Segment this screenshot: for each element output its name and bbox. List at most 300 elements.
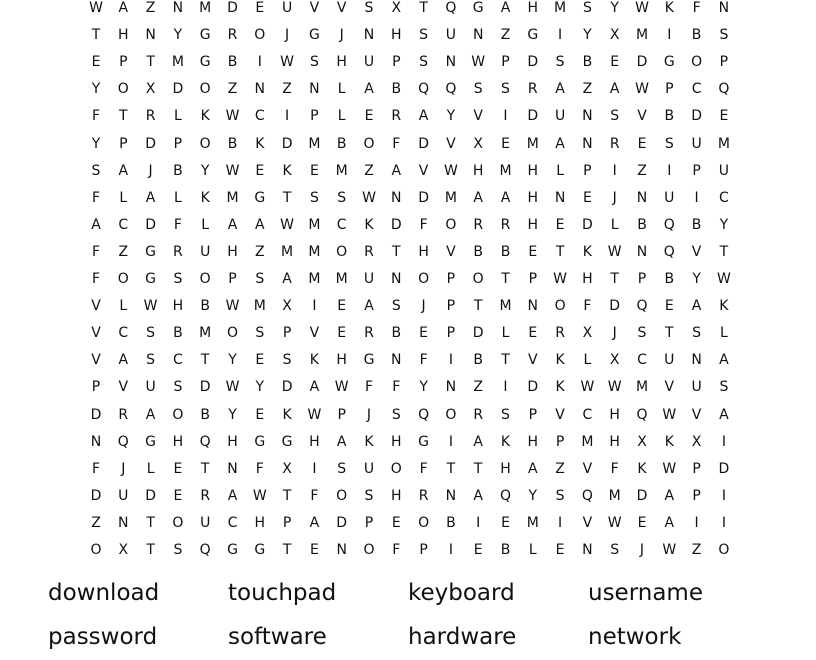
grid-letter[interactable]: H [391, 27, 402, 44]
grid-letter[interactable]: Q [418, 81, 430, 98]
grid-letter[interactable]: P [446, 271, 456, 287]
grid-letter[interactable]: U [718, 162, 730, 179]
grid-letter[interactable]: K [282, 162, 292, 179]
grid-letter[interactable]: A [473, 433, 483, 450]
grid-letter[interactable]: U [554, 108, 566, 125]
grid-letter[interactable]: N [391, 271, 402, 287]
grid-letter[interactable]: A [664, 514, 675, 531]
grid-letter[interactable]: C [254, 108, 265, 125]
grid-letter[interactable]: I [558, 514, 563, 531]
grid-letter[interactable]: B [200, 298, 210, 315]
grid-letter[interactable]: F [91, 189, 101, 206]
grid-letter[interactable]: B [691, 216, 702, 233]
grid-letter[interactable]: N [254, 81, 266, 98]
grid-letter[interactable]: D [636, 487, 648, 504]
grid-letter[interactable]: N [445, 379, 457, 396]
grid-letter[interactable]: P [446, 325, 456, 342]
grid-letter[interactable]: T [282, 542, 292, 558]
grid-letter[interactable]: R [473, 406, 484, 423]
grid-letter[interactable]: B [473, 243, 483, 260]
grid-letter[interactable]: D [636, 54, 648, 71]
grid-letter[interactable]: L [719, 325, 728, 342]
grid-letter[interactable]: O [390, 460, 402, 477]
grid-letter[interactable]: G [145, 271, 157, 287]
grid-letter[interactable]: S [255, 325, 265, 342]
grid-letter[interactable]: X [473, 135, 483, 152]
grid-letter[interactable]: Y [91, 81, 101, 98]
grid-letter[interactable]: R [500, 216, 511, 233]
grid-letter[interactable]: P [719, 54, 729, 71]
grid-letter[interactable]: A [609, 81, 620, 98]
grid-letter[interactable]: L [201, 216, 210, 233]
grid-letter[interactable]: B [446, 514, 456, 531]
grid-letter[interactable]: V [91, 325, 101, 342]
grid-letter[interactable]: Z [118, 243, 129, 260]
grid-letter[interactable]: L [556, 162, 564, 179]
grid-letter[interactable]: P [228, 271, 237, 287]
grid-letter[interactable]: Y [255, 379, 265, 396]
grid-letter[interactable]: E [637, 514, 647, 531]
grid-letter[interactable]: S [364, 487, 374, 504]
grid-letter[interactable]: S [582, 0, 592, 16]
grid-letter[interactable]: W [662, 542, 677, 558]
grid-letter[interactable]: H [500, 460, 511, 477]
grid-letter[interactable]: D [691, 108, 702, 125]
grid-letter[interactable]: S [255, 271, 265, 287]
grid-letter[interactable]: Z [255, 243, 265, 260]
grid-letter[interactable]: Q [117, 433, 129, 450]
grid-letter[interactable]: A [336, 433, 347, 450]
grid-letter[interactable]: S [337, 189, 347, 206]
grid-letter[interactable]: K [719, 298, 729, 315]
grid-letter[interactable]: O [117, 81, 129, 98]
grid-letter[interactable]: M [717, 135, 730, 152]
grid-letter[interactable]: I [558, 27, 563, 44]
grid-letter[interactable]: M [171, 54, 184, 71]
grid-letter[interactable]: A [118, 162, 129, 179]
grid-letter[interactable]: T [501, 352, 510, 369]
grid-letter[interactable]: N [718, 0, 730, 16]
grid-letter[interactable]: F [419, 216, 428, 233]
grid-letter[interactable]: U [664, 189, 675, 206]
grid-letter[interactable]: Z [282, 81, 292, 98]
grid-letter[interactable]: R [364, 325, 374, 342]
grid-letter[interactable]: A [500, 189, 511, 206]
grid-letter[interactable]: Y [419, 379, 428, 396]
grid-letter[interactable]: K [555, 379, 565, 396]
grid-letter[interactable]: R [418, 487, 429, 504]
grid-letter[interactable]: G [254, 433, 266, 450]
grid-letter[interactable]: C [719, 189, 729, 206]
grid-letter[interactable]: E [555, 216, 565, 233]
grid-letter[interactable]: X [582, 325, 593, 342]
grid-letter[interactable]: X [691, 433, 702, 450]
grid-letter[interactable]: F [91, 460, 101, 477]
grid-letter[interactable]: R [364, 243, 374, 260]
grid-letter[interactable]: I [257, 54, 262, 71]
grid-letter[interactable]: G [663, 54, 675, 71]
grid-letter[interactable]: P [528, 271, 538, 287]
grid-letter[interactable]: N [691, 352, 702, 369]
grid-letter[interactable]: K [582, 243, 592, 260]
grid-letter[interactable]: C [336, 216, 347, 233]
grid-letter[interactable]: N [145, 27, 156, 44]
grid-letter[interactable]: S [282, 352, 292, 369]
grid-letter[interactable]: T [501, 271, 510, 287]
grid-letter[interactable]: H [609, 433, 620, 450]
grid-letter[interactable]: X [637, 433, 647, 450]
grid-letter[interactable]: Y [91, 135, 101, 152]
grid-letter[interactable]: G [363, 352, 375, 369]
grid-letter[interactable]: S [173, 379, 183, 396]
grid-letter[interactable]: E [528, 325, 538, 342]
grid-letter[interactable]: S [692, 325, 702, 342]
grid-letter[interactable]: R [527, 81, 538, 98]
grid-letter[interactable]: I [448, 542, 453, 558]
grid-letter[interactable]: W [607, 243, 622, 260]
grid-letter[interactable]: Y [610, 0, 619, 16]
grid-letter[interactable]: F [310, 487, 319, 504]
grid-letter[interactable]: I [694, 189, 699, 206]
grid-letter[interactable]: E [173, 487, 183, 504]
grid-letter[interactable]: S [173, 542, 183, 558]
grid-letter[interactable]: D [472, 325, 484, 342]
grid-letter[interactable]: T [146, 542, 155, 558]
grid-letter[interactable]: N [336, 542, 347, 558]
grid-letter[interactable]: C [582, 406, 593, 423]
grid-letter[interactable]: K [500, 433, 511, 450]
grid-letter[interactable]: S [391, 406, 401, 423]
grid-letter[interactable]: M [526, 514, 539, 531]
grid-letter[interactable]: I [503, 108, 508, 125]
grid-letter[interactable]: J [612, 325, 617, 342]
grid-letter[interactable]: H [527, 189, 539, 206]
grid-letter[interactable]: J [285, 27, 290, 44]
grid-letter[interactable]: H [391, 433, 402, 450]
grid-letter[interactable]: E [555, 542, 565, 558]
grid-letter[interactable]: B [336, 135, 347, 152]
grid-letter[interactable]: T [200, 352, 210, 369]
grid-letter[interactable]: B [664, 108, 675, 125]
grid-letter[interactable]: T [473, 298, 483, 315]
grid-letter[interactable]: M [635, 379, 649, 396]
grid-letter[interactable]: Y [228, 406, 237, 423]
grid-letter[interactable]: T [610, 271, 619, 287]
grid-letter[interactable]: H [527, 216, 539, 233]
grid-letter[interactable]: V [582, 460, 593, 477]
grid-letter[interactable]: F [364, 379, 374, 396]
grid-letter[interactable]: D [145, 487, 156, 504]
grid-letter[interactable]: O [363, 135, 375, 152]
grid-letter[interactable]: D [145, 216, 156, 233]
grid-letter[interactable]: Z [582, 81, 593, 98]
grid-letter[interactable]: O [90, 542, 102, 558]
grid-letter[interactable]: H [609, 406, 620, 423]
grid-letter[interactable]: A [391, 162, 402, 179]
grid-letter[interactable]: E [255, 352, 265, 369]
grid-letter[interactable]: I [448, 433, 453, 450]
grid-letter[interactable]: H [172, 433, 184, 450]
grid-letter[interactable]: O [418, 514, 430, 531]
grid-letter[interactable]: W [553, 271, 568, 287]
grid-letter[interactable]: J [612, 189, 617, 206]
grid-letter[interactable]: C [118, 325, 129, 342]
grid-letter[interactable]: U [145, 379, 156, 396]
grid-letter[interactable]: L [337, 81, 346, 98]
grid-letter[interactable]: B [664, 271, 675, 287]
grid-letter[interactable]: X [282, 460, 292, 477]
grid-letter[interactable]: D [390, 216, 402, 233]
grid-letter[interactable]: P [282, 514, 292, 531]
grid-letter[interactable]: R [118, 406, 129, 423]
grid-letter[interactable]: B [227, 135, 238, 152]
grid-letter[interactable]: N [582, 108, 593, 125]
grid-letter[interactable]: W [635, 0, 649, 16]
grid-letter[interactable]: Z [145, 0, 156, 16]
grid-letter[interactable]: E [364, 108, 374, 125]
grid-letter[interactable]: K [200, 108, 210, 125]
grid-letter[interactable]: M [335, 271, 348, 287]
grid-letter[interactable]: S [555, 487, 565, 504]
grid-letter[interactable]: B [200, 406, 210, 423]
grid-letter[interactable]: N [636, 189, 648, 206]
grid-letter[interactable]: I [667, 27, 672, 44]
grid-letter[interactable]: P [337, 406, 346, 423]
grid-letter[interactable]: W [225, 162, 240, 179]
grid-letter[interactable]: H [336, 54, 347, 71]
grid-letter[interactable]: Q [663, 243, 675, 260]
grid-letter[interactable]: S [146, 352, 156, 369]
grid-letter[interactable]: M [308, 216, 321, 233]
grid-letter[interactable]: M [281, 243, 294, 260]
grid-letter[interactable]: W [716, 271, 731, 287]
grid-letter[interactable]: G [281, 433, 293, 450]
grid-letter[interactable]: M [608, 487, 621, 504]
grid-letter[interactable]: E [501, 135, 510, 152]
grid-letter[interactable]: X [282, 298, 292, 315]
grid-letter[interactable]: S [364, 0, 374, 16]
grid-letter[interactable]: U [281, 0, 293, 16]
grid-letter[interactable]: V [91, 352, 101, 369]
grid-letter[interactable]: S [419, 54, 429, 71]
grid-letter[interactable]: F [255, 460, 264, 477]
grid-letter[interactable]: O [172, 406, 184, 423]
grid-letter[interactable]: L [337, 108, 346, 125]
grid-letter[interactable]: F [392, 135, 401, 152]
grid-letter[interactable]: F [173, 216, 182, 233]
grid-letter[interactable]: R [473, 216, 484, 233]
grid-letter[interactable]: S [501, 406, 510, 423]
grid-letter[interactable]: M [226, 189, 239, 206]
grid-letter[interactable]: N [118, 514, 129, 531]
grid-letter[interactable]: B [582, 54, 593, 71]
grid-letter[interactable]: Y [446, 108, 456, 125]
grid-letter[interactable]: D [172, 81, 184, 98]
grid-letter[interactable]: F [610, 460, 619, 477]
grid-letter[interactable]: H [582, 271, 593, 287]
grid-letter[interactable]: D [582, 216, 593, 233]
grid-letter[interactable]: B [227, 54, 238, 71]
grid-letter[interactable]: G [145, 433, 157, 450]
grid-letter[interactable]: T [91, 27, 101, 44]
grid-letter[interactable]: C [227, 514, 238, 531]
grid-letter[interactable]: Y [692, 271, 701, 287]
grid-letter[interactable]: S [555, 54, 565, 71]
grid-letter[interactable]: O [199, 81, 211, 98]
grid-letter[interactable]: T [146, 514, 155, 531]
grid-letter[interactable]: S [391, 298, 401, 315]
grid-letter[interactable]: L [528, 542, 537, 558]
grid-letter[interactable]: A [91, 216, 101, 233]
grid-letter[interactable]: V [555, 406, 565, 423]
grid-letter[interactable]: D [418, 135, 429, 152]
grid-letter[interactable]: N [172, 0, 184, 16]
grid-letter[interactable]: N [309, 81, 320, 98]
grid-letter[interactable]: T [146, 54, 155, 71]
grid-letter[interactable]: F [91, 243, 101, 260]
grid-letter[interactable]: Z [555, 460, 565, 477]
grid-letter[interactable]: I [312, 298, 317, 315]
grid-letter[interactable]: A [555, 135, 565, 152]
grid-letter[interactable]: Q [199, 542, 211, 558]
grid-letter[interactable]: S [173, 271, 183, 287]
grid-letter[interactable]: L [146, 460, 155, 477]
grid-letter[interactable]: J [121, 460, 126, 477]
grid-letter[interactable]: E [309, 162, 319, 179]
grid-letter[interactable]: T [419, 0, 428, 16]
grid-letter[interactable]: D [527, 379, 539, 396]
grid-letter[interactable]: H [418, 243, 429, 260]
grid-letter[interactable]: B [173, 162, 183, 179]
grid-letter[interactable]: P [282, 325, 292, 342]
grid-letter[interactable]: D [336, 514, 348, 531]
grid-letter[interactable]: M [635, 27, 649, 44]
grid-letter[interactable]: E [255, 0, 265, 16]
grid-letter[interactable]: W [252, 487, 267, 504]
grid-letter[interactable]: S [719, 27, 729, 44]
grid-letter[interactable]: V [336, 0, 347, 16]
grid-letter[interactable]: E [528, 243, 538, 260]
grid-letter[interactable]: M [199, 0, 212, 16]
grid-letter[interactable]: W [471, 54, 486, 71]
grid-letter[interactable]: X [391, 0, 402, 16]
grid-letter[interactable]: F [91, 108, 101, 125]
grid-letter[interactable]: E [391, 514, 401, 531]
grid-letter[interactable]: M [253, 298, 266, 315]
grid-letter[interactable]: E [91, 54, 101, 71]
grid-letter[interactable]: P [501, 54, 510, 71]
grid-letter[interactable]: D [281, 379, 293, 396]
grid-letter[interactable]: S [419, 27, 429, 44]
grid-letter[interactable]: T [719, 243, 729, 260]
grid-letter[interactable]: Y [173, 27, 183, 44]
grid-letter[interactable]: F [91, 271, 101, 287]
grid-letter[interactable]: M [526, 135, 539, 152]
grid-letter[interactable]: B [391, 81, 402, 98]
grid-letter[interactable]: S [610, 108, 620, 125]
grid-letter[interactable]: C [691, 81, 702, 98]
grid-letter[interactable]: P [692, 162, 701, 179]
grid-letter[interactable]: W [635, 81, 649, 98]
grid-letter[interactable]: O [199, 135, 211, 152]
grid-letter[interactable]: F [419, 460, 428, 477]
grid-letter[interactable]: D [90, 406, 102, 423]
grid-letter[interactable]: B [391, 325, 402, 342]
grid-letter[interactable]: A [473, 189, 483, 206]
grid-letter[interactable]: I [312, 460, 317, 477]
grid-letter[interactable]: V [637, 108, 647, 125]
grid-letter[interactable]: E [664, 298, 674, 315]
grid-letter[interactable]: I [448, 352, 453, 369]
grid-letter[interactable]: P [419, 542, 428, 558]
grid-letter[interactable]: A [118, 352, 129, 369]
grid-letter[interactable]: E [255, 406, 265, 423]
grid-letter[interactable]: O [445, 406, 457, 423]
grid-letter[interactable]: B [500, 542, 511, 558]
grid-letter[interactable]: S [337, 460, 347, 477]
grid-letter[interactable]: T [282, 189, 292, 206]
grid-letter[interactable]: P [446, 298, 456, 315]
grid-letter[interactable]: D [527, 108, 539, 125]
grid-letter[interactable]: X [609, 352, 620, 369]
grid-letter[interactable]: V [664, 379, 675, 396]
grid-letter[interactable]: M [308, 243, 321, 260]
grid-letter[interactable]: S [91, 162, 101, 179]
grid-letter[interactable]: P [119, 135, 128, 152]
grid-letter[interactable]: V [446, 243, 456, 260]
grid-letter[interactable]: A [691, 298, 702, 315]
grid-letter[interactable]: I [694, 514, 699, 531]
grid-letter[interactable]: F [392, 379, 401, 396]
grid-letter[interactable]: W [307, 406, 322, 423]
grid-letter[interactable]: O [336, 243, 348, 260]
grid-letter[interactable]: H [172, 298, 184, 315]
grid-letter[interactable]: U [363, 54, 375, 71]
grid-letter[interactable]: G [472, 0, 484, 16]
grid-letter[interactable]: I [503, 379, 508, 396]
grid-letter[interactable]: V [309, 325, 320, 342]
grid-letter[interactable]: J [366, 406, 372, 423]
grid-letter[interactable]: L [119, 189, 128, 206]
grid-letter[interactable]: M [444, 189, 457, 206]
grid-letter[interactable]: P [173, 135, 183, 152]
grid-letter[interactable]: R [391, 108, 402, 125]
grid-letter[interactable]: M [581, 433, 594, 450]
grid-letter[interactable]: E [582, 189, 592, 206]
grid-letter[interactable]: C [118, 216, 129, 233]
grid-letter[interactable]: V [582, 514, 593, 531]
grid-letter[interactable]: D [609, 298, 621, 315]
grid-letter[interactable]: R [145, 108, 156, 125]
grid-letter[interactable]: R [173, 243, 183, 260]
grid-letter[interactable]: T [200, 460, 210, 477]
grid-letter[interactable]: B [473, 352, 483, 369]
grid-letter[interactable]: E [419, 325, 429, 342]
grid-letter[interactable]: D [718, 460, 730, 477]
grid-letter[interactable]: A [227, 216, 238, 233]
grid-letter[interactable]: O [226, 325, 239, 342]
grid-letter[interactable]: E [337, 298, 347, 315]
grid-letter[interactable]: O [172, 514, 184, 531]
grid-letter[interactable]: I [612, 162, 617, 179]
grid-letter[interactable]: W [580, 379, 595, 396]
grid-letter[interactable]: S [637, 325, 647, 342]
grid-letter[interactable]: I [285, 108, 290, 125]
grid-letter[interactable]: A [282, 271, 292, 287]
grid-letter[interactable]: D [90, 487, 102, 504]
grid-letter[interactable]: U [200, 243, 211, 260]
grid-letter[interactable]: O [554, 298, 566, 315]
